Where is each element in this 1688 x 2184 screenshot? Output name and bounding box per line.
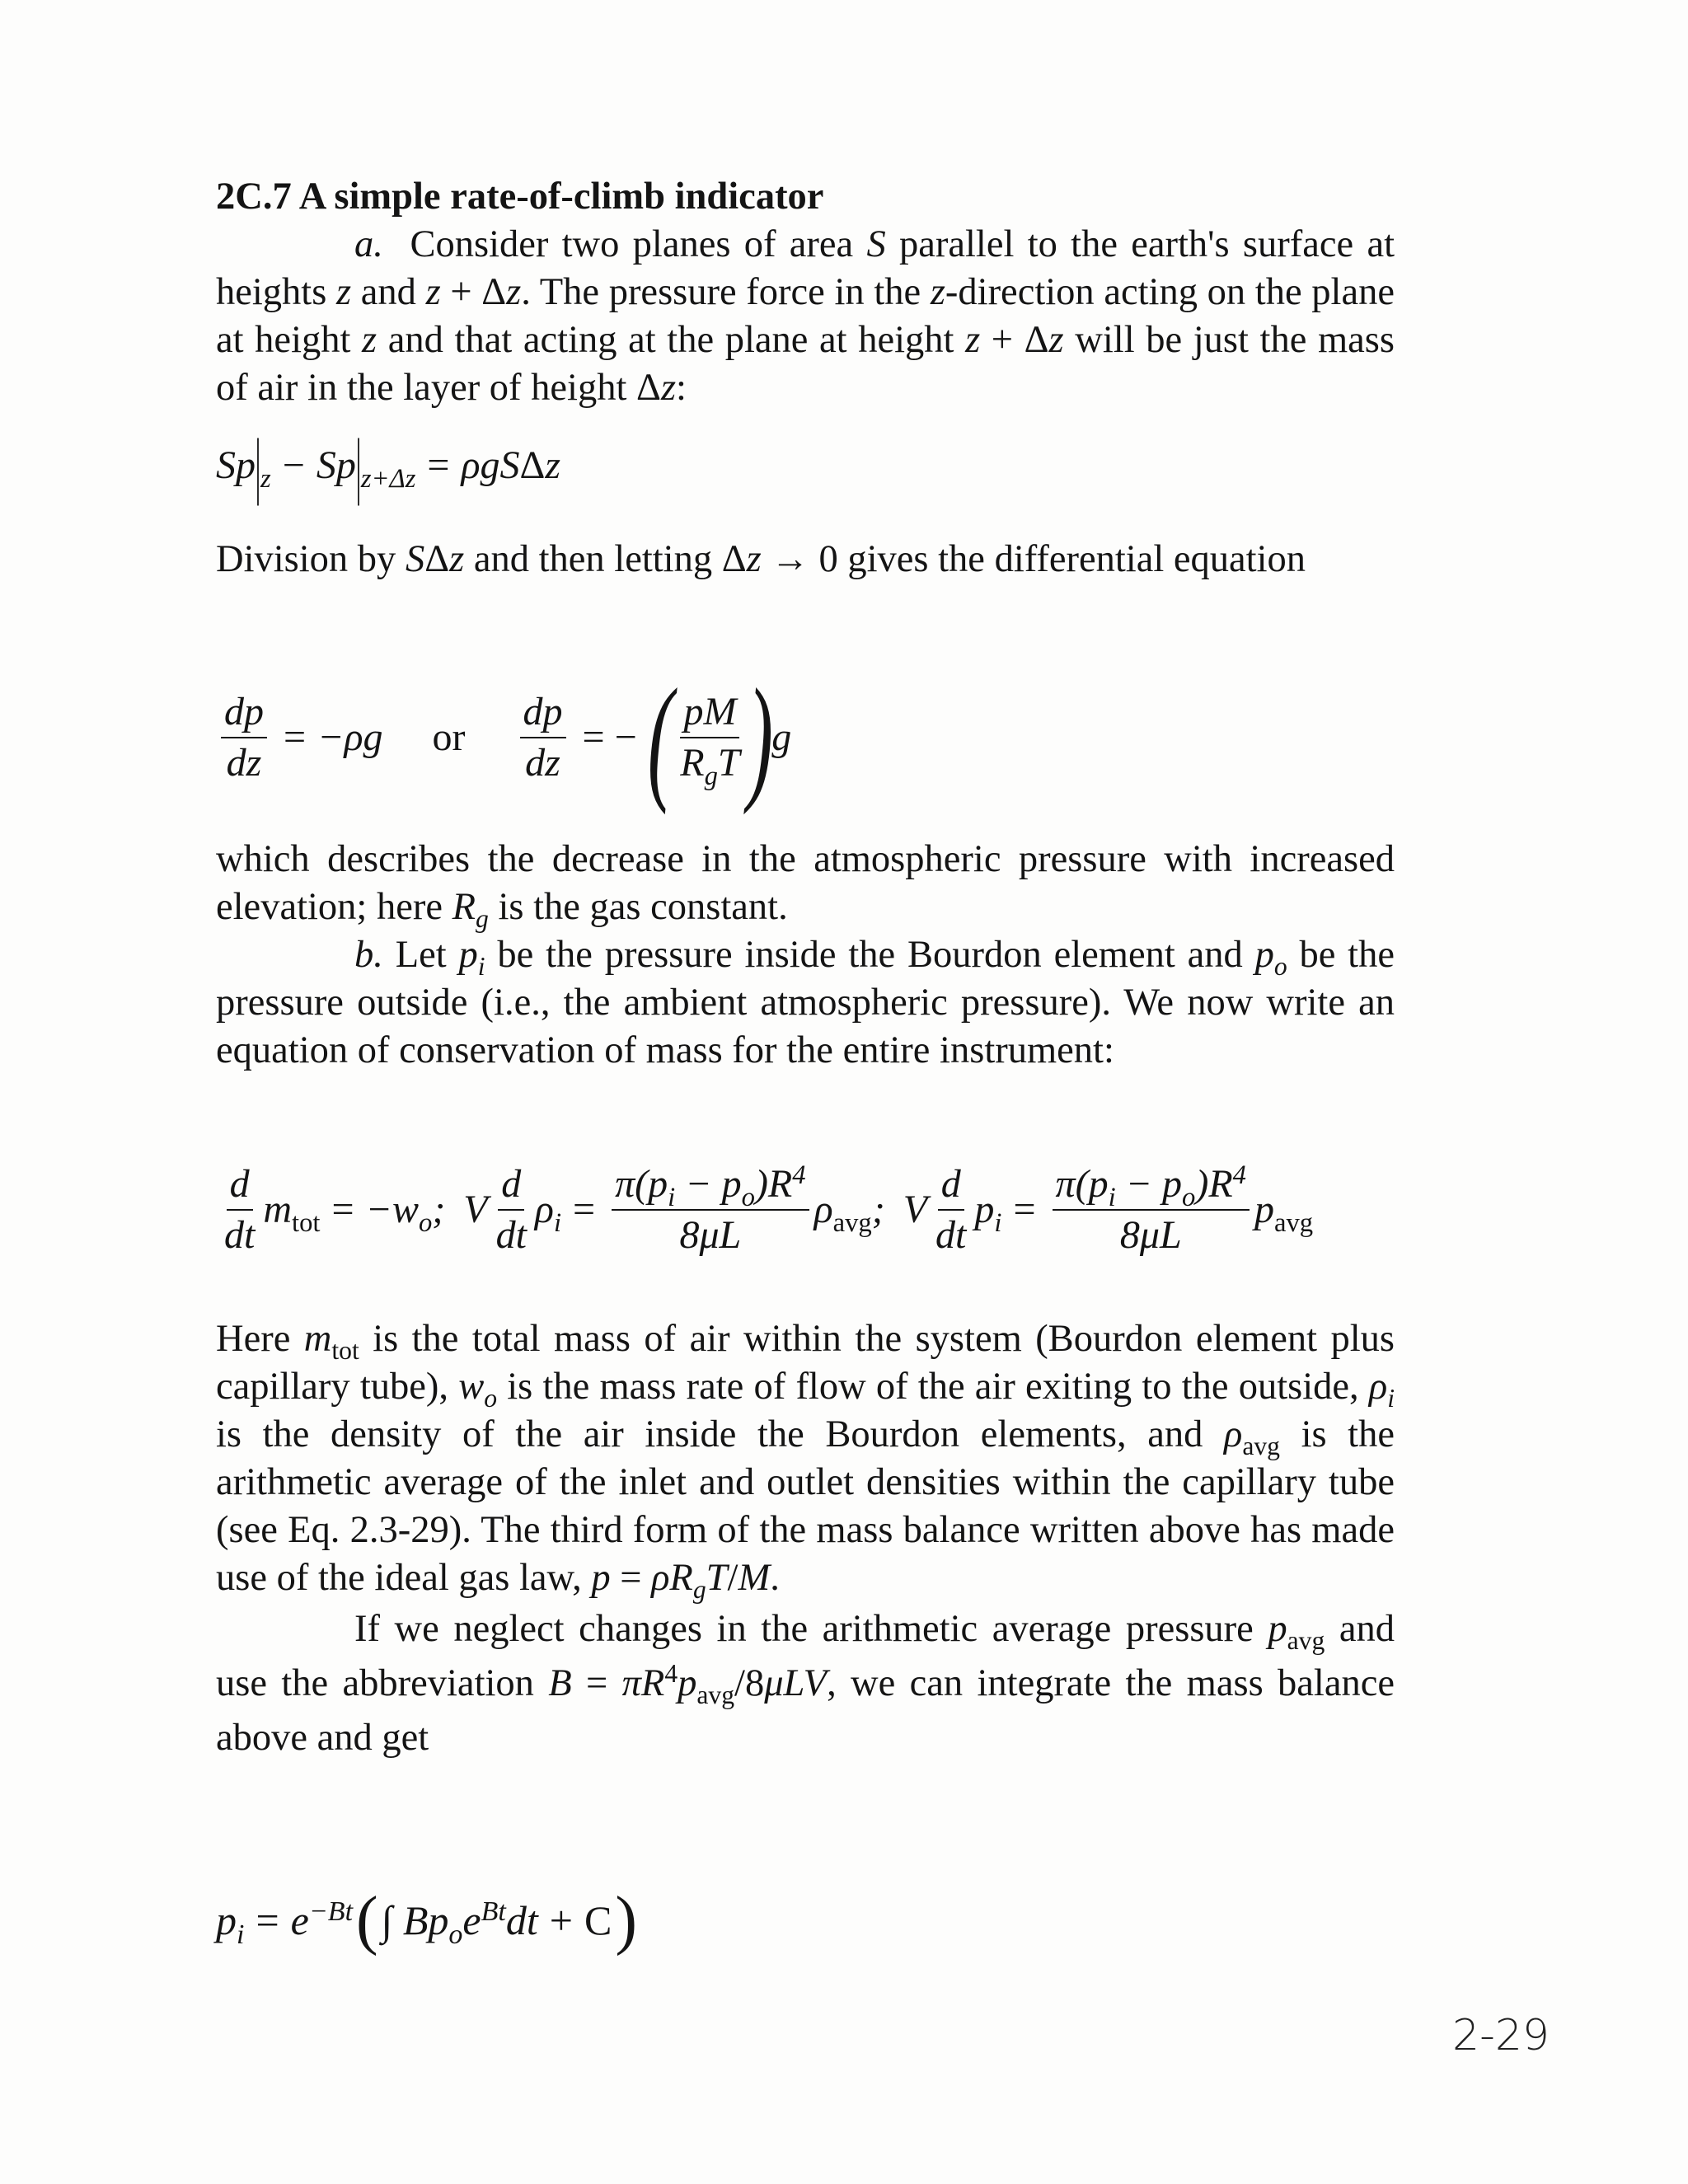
division-paragraph: Division by SΔz and then letting Δz → 0 gives the differential equation	[216, 538, 1306, 580]
neglect-paragraph: If we neglect changes in the arithmetic average pressure $p_{avg}$ and use the abbreviation $B = \pi R^4p_{avg}/8\mu LV$, we can integrate the mass balance above and get	[216, 1608, 1395, 1759]
part-b-paragraph: b. Let $p_i$ be the pressure inside the Bourdon element and $p_o$ be the pressure outside (i.e., the ambient atmospheric pressure). We now write an equation of conservation of mass for the entire instrument:	[216, 934, 1395, 1071]
pressure-paragraph: which describes the decrease in the atmospheric pressure with increased elevation; here $R_g$ is the gas constant. b. Let $p_i$ be the pressure inside the Bourdon element and $p_o$ be the pressure outside (i.e., the ambient atmospheric pressure). We now write an equation of conservation of mass for the entire instrument:	[216, 836, 1395, 1075]
equation-integrated: $p_i$ = $e^{-Bt}$ ( ∫ $Bp_oe^{Bt}dt$ + C )	[216, 1884, 637, 1957]
part-a-block	[216, 173, 1395, 412]
page-number: 2-29	[1452, 2011, 1550, 2060]
equation-pressure-balance: Sp | $_z$ − Sp | $_{z+\Delta z}$ = ρgS Δ z	[216, 424, 561, 506]
here-paragraph: Here $m_{tot}$ is the total mass of air within the system (Bourdon element plus capillary tube), $w_o$ is the mass rate of flow of the air exiting to the outside, $\rho_i$ is the density of the air inside the Bourdon elements, and $\rho_{avg}$ is the arithmetic average of the inlet and outlet densities within the capillary tube (see Eq. 2.3-29). The third form of the mass balance written above has made use of the ideal gas law, $p = \rho R_gT/M$. If we neglect changes in the arithmetic average pressure $p_{avg}$ and use the abbreviation $B = \pi R^4p_{avg}/8\mu LV$, we can integrate the mass balance above and get	[216, 1315, 1395, 1765]
section-heading: 2C.7 A simple rate-of-climb indicator	[216, 176, 824, 218]
equation-hydrostatic: $\frac{dp}{dz}$ = −ρg or $\frac{dp}{dz}$ = − ( $\frac{pM}{R_gT}$ ) g	[216, 676, 791, 799]
equation-mass-balance: $\frac{d}{dt}$ $m_{tot}$ = $-w_o$; V $\frac{d}{dt}$ $\rho_i$ = $\frac{\pi(p_i - p_o)R^4}{8\mu L}$ $\rho_{avg}$; V $\frac{d}{dt}$ $p_i$ = $\frac{\pi(p_i - p_o)R^4}{8\mu L}$ $p_{avg}$	[224, 1160, 1314, 1257]
part-a-paragraph: a. Consider two planes of area S parallel to the earth's surface at heights z and z + Δz. The pressure force in the z-direction acting on the plane at height z and that acting at the plane at height z + Δz will be just the mass of air in the layer of height Δz:	[216, 223, 1395, 409]
